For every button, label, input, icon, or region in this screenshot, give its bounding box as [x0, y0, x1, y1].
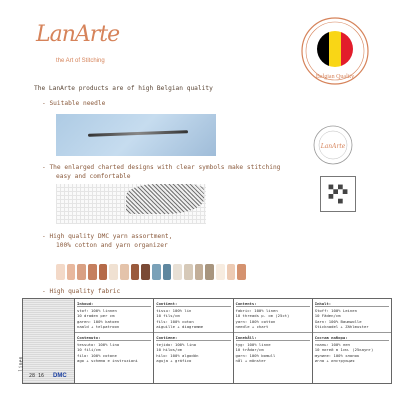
logo-tagline: the Art of Stitching	[56, 58, 105, 64]
contents-line: fils: 100% coton	[156, 318, 194, 324]
thread-skein	[173, 264, 182, 280]
contents-heading: Contents:	[236, 301, 310, 307]
needle-photo	[56, 114, 216, 156]
yarn-organizer-photo	[56, 258, 246, 280]
contents-line: 10 fili/cm	[77, 347, 101, 353]
contents-line: tyg: 100% linne	[235, 342, 271, 348]
contents-line: 10 нитей в 1см. (25каунт)	[314, 347, 374, 353]
thread-skein	[237, 264, 246, 280]
contents-heading: Innehåll:	[236, 335, 310, 341]
contents-line: stof: 100% linnen	[77, 308, 117, 314]
contents-line: tissu: 100% lin	[156, 308, 192, 314]
contents-line: Garn: 100% Baumwolle	[314, 318, 362, 324]
feature-yarn: - High quality DMC yarn assortment, 100% cotton and yarn organizer	[42, 233, 173, 249]
fabric-count: 28 16	[29, 373, 45, 379]
contents-line: fabric: 100% linen	[235, 308, 278, 314]
chart-photo	[56, 184, 206, 224]
thread-skein	[67, 264, 76, 280]
contents-line: игла + инструкция	[314, 357, 355, 363]
contents-heading: Inhoud:	[77, 301, 151, 307]
contents-line: ago + schema e instruzioni	[77, 357, 138, 363]
contents-heading: Contenuto:	[77, 335, 151, 341]
contents-line: Stoff: 100% Leinen	[314, 308, 357, 314]
contents-line: tejido: 100% lino	[156, 342, 197, 348]
chart-symbol-icon	[320, 176, 356, 212]
thread-skein	[56, 264, 65, 280]
seal-text: Belgian Quality	[315, 74, 355, 80]
contents-line: Sticknadel + Zählmuster	[314, 323, 369, 329]
fabric-label: linen	[18, 356, 25, 372]
contents-line: yarn: 100% cotton	[235, 318, 276, 324]
logo-text: LanArte	[36, 22, 120, 47]
contents-line: 10 trådar/cm	[235, 347, 264, 353]
contents-columns	[75, 299, 391, 383]
lanarte-stamp	[312, 124, 354, 166]
thread-skein	[227, 264, 236, 280]
needle-icon	[88, 130, 188, 136]
contents-heading: Contiene:	[156, 335, 230, 341]
thread-skein	[216, 264, 225, 280]
contents-line: hilo: 100% algodón	[156, 352, 199, 358]
contents-line: filo: 100% cotone	[77, 352, 117, 358]
contents-line: aguja + gráfico	[156, 357, 192, 363]
thread-skein	[141, 264, 150, 280]
dmc-logo: DMC	[53, 373, 67, 379]
contents-column	[154, 299, 233, 383]
contents-line: 10 Fäden/cm	[314, 313, 341, 319]
thread-skein	[152, 264, 161, 280]
contents-line: nål + mönster	[235, 357, 266, 363]
contents-line: aiguille + diagramme	[156, 323, 204, 329]
feature-needle: - Suitable needle	[42, 100, 106, 107]
feature-charts: - The enlarged charted designs with clear symbols make stitching easy and comfortable	[42, 164, 281, 180]
contents-line: ткань: 100% лен	[314, 342, 350, 348]
contents-line: мулине: 100% хлопок	[314, 352, 360, 358]
contents-heading: Contient:	[156, 301, 230, 307]
contents-table	[18, 298, 392, 384]
thread-skein	[109, 264, 118, 280]
contents-line: 10 draden per cm	[77, 313, 115, 319]
contents-line: 10 hilos/cm	[156, 347, 183, 353]
contents-column	[234, 299, 313, 383]
belgian-quality-seal	[300, 16, 370, 86]
thread-skein	[195, 264, 204, 280]
thread-skein	[77, 264, 86, 280]
contents-heading: Inhalt:	[315, 301, 389, 307]
thread-skein	[131, 264, 140, 280]
thread-skein	[120, 264, 129, 280]
contents-line: tessuto: 100% lino	[77, 342, 120, 348]
contents-line: needle + chart	[235, 323, 269, 329]
feature-fabric: - High quality fabric	[42, 288, 121, 295]
contents-heading: Состав набора:	[315, 335, 389, 341]
thread-skein	[163, 264, 172, 280]
contents-line: naald + telpatroon	[77, 323, 120, 329]
contents-line: garen: 100% katoen	[77, 318, 120, 324]
contents-column	[75, 299, 154, 383]
lanarte-logo	[32, 18, 124, 74]
thread-skein	[205, 264, 214, 280]
contents-column	[313, 299, 391, 383]
intro-text: The LanArte products are of high Belgian quality	[34, 85, 213, 92]
thread-skein	[88, 264, 97, 280]
fabric-swatch	[18, 299, 75, 383]
contents-line: 10 fils/cm	[156, 313, 180, 319]
contents-line: 10 threads p. cm (25ct)	[235, 313, 290, 319]
thread-skein	[184, 264, 193, 280]
contents-line: garn: 100% bomull	[235, 352, 276, 358]
stamp-text: LanArte	[320, 143, 346, 150]
thread-skein	[99, 264, 108, 280]
